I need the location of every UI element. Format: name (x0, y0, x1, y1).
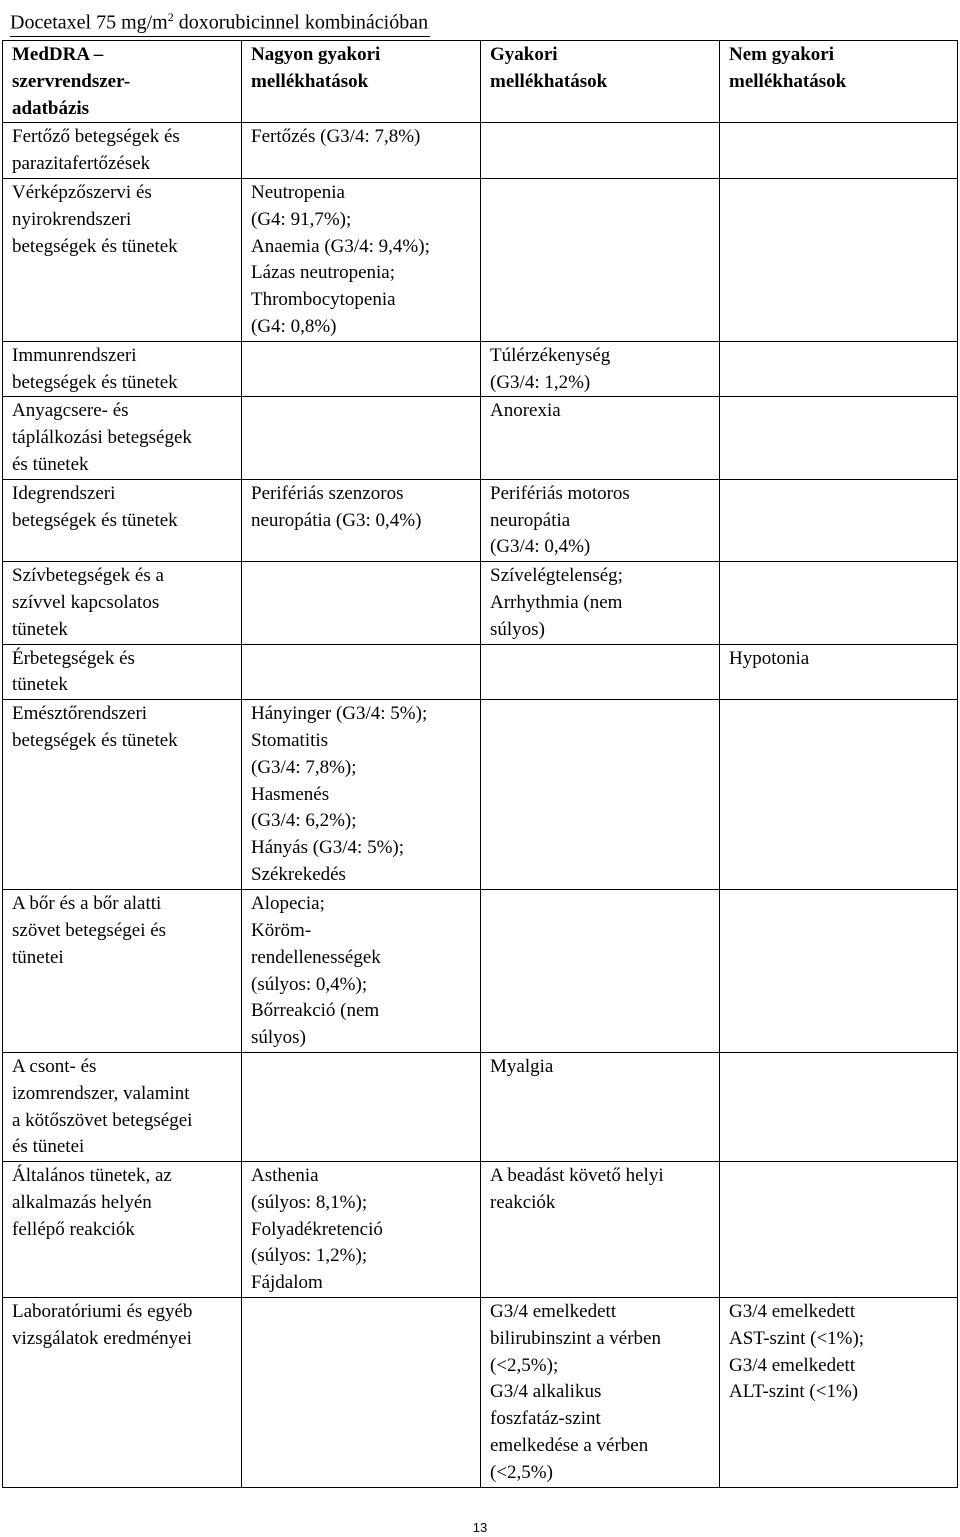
cell-text-line: alkalmazás helyén (12, 1191, 152, 1213)
cell-text-line: Stomatitis (251, 729, 329, 751)
table-cell-common (481, 562, 720, 644)
cell-text-line: neuropátia (490, 509, 571, 531)
cell-text-line: (G3/4: 1,2%) (490, 371, 591, 393)
table-cell-very-common (242, 397, 481, 479)
cell-text-line: és tünetei (12, 1136, 85, 1158)
table-row (3, 562, 958, 644)
cell-text-line: Érbetegségek és (12, 647, 135, 669)
cell-text-line: (G4: 0,8%) (251, 315, 337, 337)
cell-text-line: Vérképzőszervi és (12, 181, 152, 203)
table-cell-uncommon (720, 1052, 958, 1161)
cell-text-line: súlyos) (251, 1027, 306, 1049)
table-row (3, 1298, 958, 1488)
table-row (3, 1052, 958, 1161)
table-cell-common (481, 1052, 720, 1161)
table-cell-very-common (242, 644, 481, 700)
table-cell-system-organ-class (3, 700, 242, 890)
cell-text-line: Túlérzékenység (490, 344, 611, 366)
cell-text-line: emelkedése a vérben (490, 1435, 649, 1457)
table-cell-system-organ-class (3, 1052, 242, 1161)
table-row (3, 397, 958, 479)
table-header-row (3, 41, 958, 123)
table-cell-common (481, 890, 720, 1053)
table-cell-common (481, 700, 720, 890)
cell-text-line: súlyos) (490, 618, 545, 640)
cell-text-line: bilirubinszint a vérben (490, 1327, 661, 1349)
cell-text-line: Idegrendszeri (12, 482, 116, 504)
table-cell-system-organ-class (3, 123, 242, 179)
table-cell-uncommon (720, 1298, 958, 1488)
table-cell-very-common (242, 479, 481, 561)
table-cell-common (481, 479, 720, 561)
header-text-line: szervrendszer- (12, 70, 131, 92)
cell-text-line: G3/4 emelkedett (729, 1301, 856, 1323)
table-cell-uncommon (720, 397, 958, 479)
header-text-line: Gyakori (490, 44, 558, 65)
table-cell-system-organ-class (3, 1162, 242, 1298)
cell-text-line: betegségek és tünetek (12, 509, 178, 531)
table-cell-very-common (242, 1052, 481, 1161)
table-row (3, 341, 958, 397)
column-header-very-common (242, 41, 481, 123)
table-cell-very-common (242, 890, 481, 1053)
cell-text-line: ALT-szint (<1%) (729, 1381, 859, 1403)
table-cell-very-common (242, 178, 481, 341)
cell-text-line: Köröm- (251, 919, 312, 941)
table-cell-system-organ-class (3, 397, 242, 479)
cell-text-line: betegségek és tünetek (12, 235, 178, 257)
cell-text-line: A beadást követő helyi (490, 1165, 664, 1187)
cell-text-line: Arrhythmia (nem (490, 591, 623, 613)
cell-text-line: Neutropenia (251, 181, 345, 203)
cell-text-line: A bőr és a bőr alatti (12, 893, 162, 915)
table-cell-system-organ-class (3, 644, 242, 700)
cell-text-line: Fertőző betegségek és (12, 126, 180, 148)
table-cell-common (481, 644, 720, 700)
table-cell-system-organ-class (3, 178, 242, 341)
cell-text-line: parazitafertőzések (12, 153, 151, 175)
cell-text-line: Hányás (G3/4: 5%); (251, 837, 405, 859)
cell-text-line: tünetek (12, 618, 68, 640)
cell-text-line: betegségek és tünetek (12, 729, 178, 751)
column-header-uncommon (720, 41, 958, 123)
cell-text-line: és tünetek (12, 453, 89, 475)
cell-text-line: Hypotonia (729, 647, 810, 669)
cell-text-line: vizsgálatok eredményei (12, 1327, 192, 1349)
cell-text-line: Fertőzés (G3/4: 7,8%) (251, 126, 421, 148)
header-text-line: mellékhatások (251, 70, 369, 92)
table-cell-common (481, 1162, 720, 1298)
cell-text-line: reakciók (490, 1191, 556, 1213)
column-header-system-organ-class (3, 41, 242, 123)
cell-text-line: Szívelégtelenség; (490, 565, 623, 587)
table-cell-common (481, 1298, 720, 1488)
cell-text-line: G3/4 emelkedett (729, 1354, 856, 1376)
table-cell-very-common (242, 1298, 481, 1488)
cell-text-line: fellépő reakciók (12, 1218, 135, 1240)
cell-text-line: Folyadékretenció (251, 1218, 383, 1240)
cell-text-line: Alopecia; (251, 893, 325, 915)
table-row (3, 123, 958, 179)
cell-text-line: a kötőszövet betegségei (12, 1109, 193, 1131)
cell-text-line: Fájdalom (251, 1272, 323, 1294)
table-cell-very-common (242, 700, 481, 890)
cell-text-line: (súlyos: 0,4%); (251, 973, 368, 995)
cell-text-line: (G3/4: 6,2%); (251, 810, 357, 832)
table-cell-uncommon (720, 1162, 958, 1298)
header-text-line: MedDRA – (12, 44, 104, 65)
table-cell-very-common (242, 1162, 481, 1298)
cell-text-line: Anaemia (G3/4: 9,4%); (251, 235, 430, 257)
table-cell-uncommon (720, 178, 958, 341)
cell-text-line: tünetek (12, 674, 68, 696)
cell-text-line: Emésztőrendszeri (12, 703, 148, 725)
cell-text-line: Hányinger (G3/4: 5%); (251, 703, 428, 725)
cell-text-line: táplálkozási betegségek (12, 427, 192, 449)
cell-text-line: szívvel kapcsolatos (12, 591, 160, 613)
cell-text-line: Thrombocytopenia (251, 289, 396, 311)
table-cell-system-organ-class (3, 1298, 242, 1488)
cell-text-line: Anorexia (490, 400, 561, 422)
title-rest: doxorubicinnel kombinációban (173, 11, 429, 34)
cell-text-line: Anyagcsere- és (12, 400, 129, 422)
cell-text-line: Asthenia (251, 1165, 319, 1187)
table-cell-very-common (242, 562, 481, 644)
table-cell-common (481, 341, 720, 397)
table-row (3, 890, 958, 1053)
table-cell-uncommon (720, 890, 958, 1053)
table-cell-uncommon (720, 562, 958, 644)
table-cell-common (481, 123, 720, 179)
table-body (3, 123, 958, 1488)
header-text-line: mellékhatások (490, 70, 608, 92)
table-cell-system-organ-class (3, 890, 242, 1053)
cell-text-line: (súlyos: 8,1%); (251, 1191, 368, 1213)
table-cell-uncommon (720, 479, 958, 561)
column-header-common (481, 41, 720, 123)
cell-text-line: szövet betegségei és (12, 919, 167, 941)
cell-text-line: AST-szint (<1%); (729, 1327, 865, 1349)
cell-text-line: Általános tünetek, az (12, 1165, 172, 1187)
adverse-reactions-table (2, 40, 958, 1488)
header-text-line: Nem gyakori (729, 44, 835, 65)
cell-text-line: Bőrreakció (nem (251, 1000, 380, 1022)
table-cell-common (481, 397, 720, 479)
table-row (3, 644, 958, 700)
table-cell-very-common (242, 341, 481, 397)
title-text: Docetaxel 75 mg/m (10, 11, 168, 34)
header-text-line: adatbázis (12, 97, 90, 119)
table-cell-system-organ-class (3, 562, 242, 644)
cell-text-line: Lázas neutropenia; (251, 262, 396, 284)
cell-text-line: (G4: 91,7%); (251, 208, 352, 230)
cell-text-line: G3/4 emelkedett (490, 1301, 617, 1323)
table-cell-uncommon (720, 644, 958, 700)
table-cell-uncommon (720, 700, 958, 890)
cell-text-line: (<2,5%) (490, 1461, 553, 1483)
header-text-line: Nagyon gyakori (251, 44, 381, 65)
cell-text-line: Immunrendszeri (12, 344, 137, 366)
title-superscript: 2 (167, 10, 174, 24)
cell-text-line: Szívbetegségek és a (12, 565, 164, 587)
page-number: 13 (472, 1520, 488, 1535)
table-row (3, 479, 958, 561)
table-row (3, 1162, 958, 1298)
table-cell-system-organ-class (3, 479, 242, 561)
cell-text-line: A csont- és (12, 1055, 97, 1077)
cell-text-line: Laboratóriumi és egyéb (12, 1301, 193, 1323)
cell-text-line: (G3/4: 7,8%); (251, 756, 357, 778)
cell-text-line: Perifériás motoros (490, 482, 630, 504)
cell-text-line: Myalgia (490, 1055, 554, 1077)
cell-text-line: Székrekedés (251, 863, 346, 885)
table-cell-uncommon (720, 123, 958, 179)
cell-text-line: G3/4 alkalikus (490, 1381, 602, 1403)
cell-text-line: Perifériás szenzoros (251, 482, 404, 504)
table-cell-uncommon (720, 341, 958, 397)
cell-text-line: neuropátia (G3: 0,4%) (251, 509, 422, 531)
cell-text-line: Hasmenés (251, 783, 330, 805)
table-row (3, 178, 958, 341)
cell-text-line: tünetei (12, 946, 64, 968)
cell-text-line: (súlyos: 1,2%); (251, 1245, 368, 1267)
cell-text-line: (<2,5%); (490, 1354, 559, 1376)
cell-text-line: nyirokrendszeri (12, 208, 132, 230)
cell-text-line: foszfatáz-szint (490, 1408, 601, 1430)
page-title (10, 4, 430, 37)
cell-text-line: rendellenességek (251, 946, 381, 968)
cell-text-line: (G3/4: 0,4%) (490, 536, 591, 558)
cell-text-line: izomrendszer, valamint (12, 1082, 190, 1104)
header-text-line: mellékhatások (729, 70, 847, 92)
table-cell-system-organ-class (3, 341, 242, 397)
table-cell-common (481, 178, 720, 341)
cell-text-line: betegségek és tünetek (12, 371, 178, 393)
table-row (3, 700, 958, 890)
table-cell-very-common (242, 123, 481, 179)
